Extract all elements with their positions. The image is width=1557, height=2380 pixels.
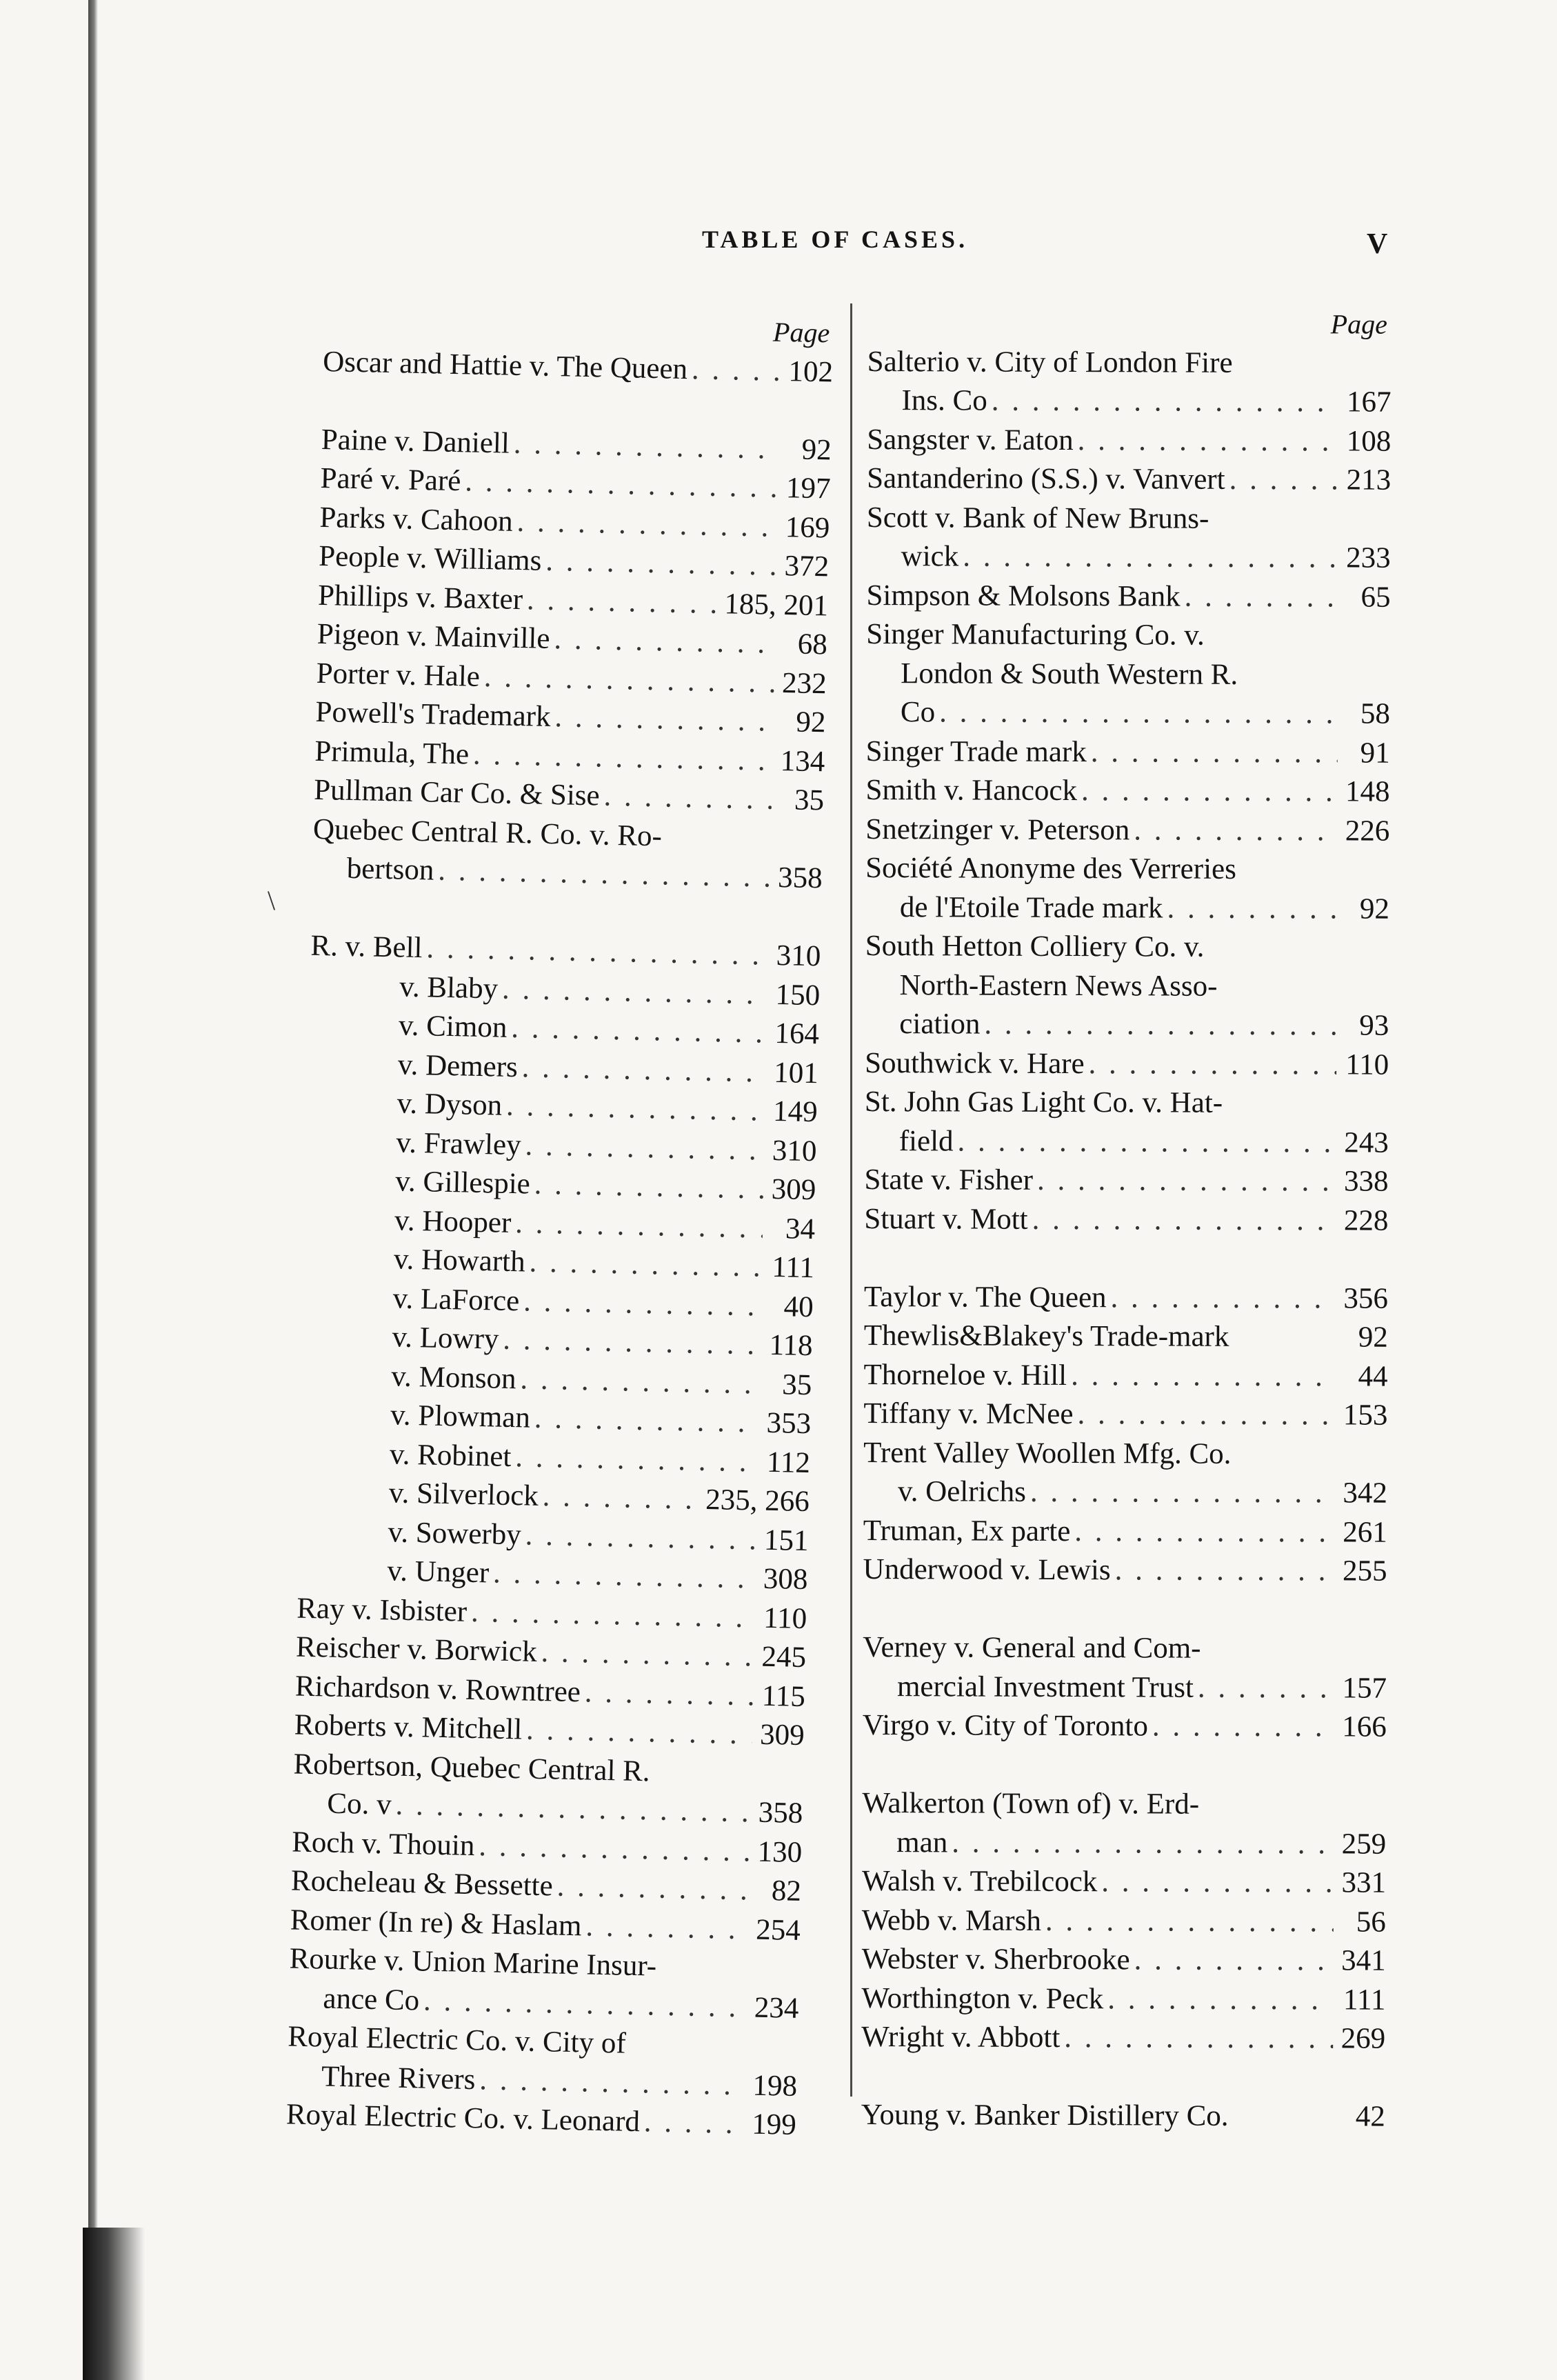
case-entry [862, 1901, 1386, 1941]
case-name: Co. v [326, 1787, 392, 1821]
page-title: TABLE OF CASES. [702, 226, 969, 253]
case-name: Verney v. General and Com- [863, 1630, 1201, 1665]
case-name: Reischer v. Borwick [295, 1630, 538, 1668]
case-name: v. Lowry [392, 1321, 499, 1356]
leader-dots [516, 502, 778, 546]
case-entry [865, 810, 1389, 850]
case-entry [866, 576, 1390, 617]
case-name: v. Cimon [398, 1009, 508, 1044]
case-page-number: 40 [783, 1290, 814, 1323]
leader-dots [545, 542, 777, 586]
case-page-number: 342 [1343, 1477, 1388, 1510]
case-entry [862, 1823, 1386, 1863]
column-divider [850, 303, 852, 2097]
case-name: v. Gillespie [394, 1165, 531, 1201]
case-name: Young v. Banker Distillery Co. [861, 2098, 1229, 2132]
case-entry [863, 1433, 1387, 1474]
case-name: North-Eastern News Asso- [899, 968, 1218, 1003]
leader-dots [523, 1282, 762, 1326]
leader-dots [1071, 1357, 1336, 1397]
case-name: Ins. Co [901, 384, 987, 417]
leader-dots [525, 1126, 765, 1170]
case-page-number: 261 [1343, 1515, 1387, 1549]
case-page-number: 228 [1343, 1203, 1389, 1237]
leader-dots [511, 1009, 767, 1053]
case-name: Walkerton (Town of) v. Erd- [862, 1786, 1200, 1821]
case-name: Smith v. Hancock [865, 773, 1078, 808]
right-column [861, 303, 1392, 2137]
case-name: v. Robinet [389, 1437, 512, 1473]
case-entry [866, 615, 1390, 656]
case-page-number: 243 [1344, 1126, 1389, 1159]
leader-dots [426, 929, 769, 975]
case-entry [862, 1940, 1386, 1981]
case-entry [865, 771, 1389, 812]
case-page-number: 358 [758, 1796, 803, 1830]
case-entry [862, 1784, 1386, 1825]
book-spine-shadow-foot [83, 2228, 145, 2380]
case-name: v. Howarth [393, 1243, 526, 1279]
case-page-number: 308 [763, 1562, 808, 1597]
case-name: v. Frawley [396, 1126, 522, 1161]
case-entry [863, 1394, 1387, 1435]
case-page-number: 269 [1340, 2022, 1386, 2055]
case-name: Paré v. Paré [320, 461, 461, 498]
case-page-number: 130 [757, 1835, 803, 1869]
case-page-number: 151 [763, 1523, 810, 1557]
case-name: Trent Valley Woollen Mfg. Co. [863, 1436, 1232, 1470]
leader-dots [521, 1048, 766, 1092]
case-name: Ray v. Isbister [296, 1592, 468, 1628]
case-name: Richardson v. Rowntree [294, 1670, 581, 1708]
case-name: Worthington v. Peck [861, 1981, 1104, 2015]
case-page-number: 92 [801, 433, 832, 466]
case-name: Sangster v. Eaton [867, 423, 1074, 457]
case-entry [864, 1199, 1388, 1240]
case-name: Robertson, Quebec Central R. [293, 1748, 651, 1788]
leader-dots [479, 1827, 750, 1872]
case-page-number: 213 [1346, 463, 1392, 497]
case-name: Parks v. Cahoon [319, 501, 514, 538]
case-name: St. John Gas Light Co. v. Hat- [864, 1085, 1223, 1119]
case-entry [863, 1550, 1387, 1591]
case-name: Webb v. Marsh [861, 1903, 1041, 1937]
case-name: Rourke v. Union Marine Insur- [289, 1942, 657, 1983]
case-page-number: 58 [1360, 697, 1391, 730]
leader-dots [1045, 1901, 1334, 1941]
case-name: Société Anonyme des Verreries [865, 851, 1236, 886]
leader-dots [465, 462, 778, 508]
case-entry [863, 1472, 1387, 1513]
leader-dots [1198, 1668, 1334, 1708]
case-entry [863, 1355, 1387, 1396]
page-column-label: Page [1330, 308, 1387, 340]
case-page-number: 356 [1343, 1281, 1389, 1315]
section-gap [863, 1589, 1387, 1630]
leader-dots [957, 1122, 1336, 1162]
case-name: People v. Williams [318, 539, 542, 577]
leader-dots [513, 424, 779, 469]
leader-dots [542, 1477, 702, 1519]
case-entry [867, 459, 1391, 500]
case-name: Oscar and Hattie v. The Queen [322, 345, 688, 386]
leader-dots [506, 1087, 766, 1131]
leader-dots [515, 1438, 759, 1482]
leader-dots [1037, 1161, 1336, 1201]
leader-dots [502, 970, 768, 1014]
case-name: wick [901, 540, 959, 573]
case-name: Wright v. Abbott [861, 2020, 1061, 2054]
case-page-number: 115 [761, 1679, 806, 1713]
section-gap [861, 2057, 1385, 2097]
case-page-number: 353 [766, 1406, 812, 1441]
case-page-number: 56 [1356, 1905, 1386, 1939]
case-name: Underwood v. Lewis [863, 1552, 1111, 1587]
case-name: South Hetton Colliery Co. v. [865, 929, 1205, 963]
case-name: bertson [346, 852, 434, 887]
case-name: man [896, 1826, 948, 1859]
case-entry [865, 849, 1389, 890]
leader-dots [1030, 1473, 1335, 1513]
case-entry [867, 498, 1391, 539]
case-page-number: 197 [785, 472, 832, 506]
case-entry [863, 1628, 1387, 1669]
leader-dots [1091, 733, 1338, 773]
case-name: Royal Electric Co. v. City of [287, 2020, 627, 2060]
leader-dots [541, 1633, 754, 1677]
case-page-number: 341 [1341, 1944, 1386, 1977]
case-name: Pigeon v. Mainville [317, 617, 550, 655]
case-name: v. Blaby [399, 970, 499, 1005]
leader-dots [526, 581, 721, 623]
case-page-number: 93 [1359, 1009, 1389, 1042]
case-page-number: 167 [1346, 386, 1392, 419]
case-page-number: 150 [775, 978, 821, 1012]
case-name: v. Dyson [396, 1087, 503, 1122]
case-page-number: 164 [774, 1017, 820, 1051]
case-entry [867, 537, 1391, 578]
case-page-number: 118 [769, 1328, 813, 1363]
case-name: Thewlis&Blakey's Trade-mark [863, 1319, 1229, 1353]
case-name: Roberts v. Mitchell [294, 1708, 523, 1746]
case-entry [863, 1706, 1387, 1747]
case-page-number: 309 [771, 1172, 816, 1207]
case-entry [864, 1317, 1388, 1357]
case-entry [865, 888, 1389, 928]
case-page-number: 68 [797, 628, 828, 661]
leader-dots [1185, 577, 1338, 617]
leader-dots [1074, 1512, 1335, 1552]
case-page-number: 148 [1345, 775, 1390, 808]
case-name: v. Silverlock [388, 1477, 539, 1512]
leader-dots [585, 1907, 748, 1949]
case-name: v. Oelrichs [897, 1475, 1026, 1508]
book-spine-shadow [88, 0, 98, 2380]
case-page-number: 232 [781, 666, 827, 700]
case-name: v. Hooper [394, 1203, 512, 1239]
case-name: Singer Trade mark [865, 734, 1087, 768]
case-entry [867, 420, 1391, 461]
section-gap [864, 1239, 1388, 1279]
leader-dots [643, 2103, 744, 2144]
case-name: R. v. Bell [310, 929, 423, 965]
case-page-number: 111 [772, 1250, 815, 1285]
case-name: Taylor v. The Queen [863, 1280, 1107, 1314]
leader-dots [1101, 1863, 1334, 1903]
case-entry [863, 1667, 1387, 1708]
case-entry [864, 1161, 1388, 1201]
leader-dots [1134, 1941, 1334, 1981]
case-page-number: 92 [795, 706, 826, 739]
case-entry [865, 927, 1389, 968]
leader-dots [554, 698, 774, 741]
leader-dots [534, 1166, 764, 1209]
case-page-number: 101 [773, 1056, 819, 1090]
case-page-number: 110 [1345, 1048, 1389, 1081]
case-name: Powell's Trademark [315, 695, 552, 734]
case-name: Southwick v. Hare [865, 1046, 1085, 1080]
case-page-number: 108 [1346, 424, 1392, 458]
leader-dots [1078, 421, 1339, 461]
case-entry [867, 342, 1392, 383]
case-page-number: 91 [1360, 736, 1390, 770]
case-name: mercial Investment Trust [896, 1670, 1194, 1704]
case-page-number: 259 [1341, 1827, 1387, 1861]
case-name: v. Unger [387, 1554, 490, 1590]
leader-dots [526, 1711, 753, 1754]
case-page-number: 157 [1342, 1671, 1387, 1705]
case-name: v. Plowman [390, 1399, 531, 1434]
leader-dots [529, 1243, 762, 1288]
case-name: ance Co [323, 1982, 420, 2017]
case-name: v. Monson [390, 1359, 517, 1395]
leader-dots [1110, 1279, 1336, 1319]
case-entry [861, 1979, 1385, 2019]
case-page-number: 254 [755, 1913, 801, 1947]
case-entry [865, 1005, 1389, 1046]
case-name: Rocheleau & Bessette [290, 1864, 554, 1903]
case-page-number: 245 [761, 1640, 807, 1674]
case-page-number: 199 [751, 2108, 797, 2141]
case-name: Romer (In re) & Haslam [290, 1903, 583, 1942]
leader-dots [1134, 811, 1337, 851]
section-gap [863, 1745, 1387, 1786]
leader-dots [691, 350, 781, 391]
case-name: Scott v. Bank of New Bruns- [866, 501, 1209, 535]
case-page-number: 34 [785, 1212, 816, 1246]
case-name: Simpson & Molsons Bank [866, 579, 1181, 613]
case-name: Paine v. Daniell [321, 423, 510, 460]
case-name: Stuart v. Mott [864, 1202, 1028, 1236]
leader-dots [1107, 1980, 1333, 2020]
case-name: Tiffany v. McNee [863, 1397, 1074, 1431]
case-name: Walsh v. Trebilcock [861, 1864, 1098, 1899]
case-name: Pullman Car Co. & Sise [313, 773, 601, 812]
page-column-label: Page [772, 316, 830, 349]
case-entry [867, 381, 1391, 422]
case-page-number: 235, 266 [705, 1483, 810, 1519]
case-page-number: 234 [754, 1991, 799, 2025]
case-name: Webster v. Sherbrooke [861, 1942, 1130, 1977]
case-entry [866, 654, 1390, 694]
case-page-number: 185, 201 [724, 587, 829, 622]
case-entry [865, 966, 1389, 1006]
case-name: Porter v. Hale [316, 657, 481, 693]
case-page-number: 112 [766, 1446, 811, 1479]
leader-dots [584, 1673, 753, 1716]
case-page-number: 44 [1358, 1359, 1388, 1393]
leader-dots [493, 1554, 756, 1599]
case-page-number: 92 [1359, 892, 1390, 926]
margin-mark: \ [268, 885, 276, 916]
leader-dots [515, 1204, 763, 1248]
case-entry [863, 1511, 1387, 1552]
leader-dots [483, 657, 774, 702]
case-page-number: 149 [772, 1094, 818, 1129]
leader-dots [1089, 1045, 1337, 1085]
left-column [285, 303, 834, 2145]
case-entry [865, 1121, 1389, 1162]
case-page-number: 372 [784, 550, 830, 583]
leader-dots [525, 1516, 756, 1560]
leader-dots [1077, 1395, 1335, 1435]
page-number: V [1367, 228, 1388, 260]
case-entry [862, 1862, 1386, 1903]
leader-dots [1081, 772, 1338, 812]
case-name: London & South Western R. [901, 657, 1238, 691]
leader-dots [992, 382, 1339, 422]
case-name: Salterio v. City of London Fire [867, 345, 1233, 379]
leader-dots [1152, 1707, 1334, 1746]
case-page-number: 310 [772, 1134, 817, 1168]
case-entry [861, 2018, 1385, 2059]
case-page-number: 35 [781, 1368, 812, 1401]
leader-dots [1115, 1551, 1335, 1591]
leader-dots [963, 537, 1338, 577]
case-page-number: 65 [1360, 581, 1391, 614]
case-name: Royal Electric Co. v. Leonard [285, 2098, 641, 2139]
leader-dots [438, 852, 770, 898]
case-page-number: 198 [752, 2069, 798, 2103]
case-page-number: 309 [759, 1718, 805, 1752]
leader-dots [984, 1006, 1336, 1046]
case-page-number: 331 [1341, 1866, 1387, 1899]
leader-dots [520, 1360, 760, 1404]
case-name: Phillips v. Baxter [317, 579, 523, 616]
case-page-number: 92 [1358, 1321, 1388, 1354]
case-name: v. LaForce [392, 1281, 520, 1317]
case-name: Co [900, 696, 936, 729]
case-name: Virgo v. City of Toronto [862, 1708, 1148, 1743]
leader-dots [603, 777, 772, 820]
case-page-number: 233 [1346, 541, 1391, 574]
case-name: Three Rivers [321, 2059, 476, 2096]
case-page-number: 358 [777, 861, 823, 895]
case-page-number: 134 [780, 744, 825, 778]
case-page-number: 169 [785, 510, 830, 544]
case-entry [865, 1083, 1389, 1123]
case-name: de l'Etoile Trade mark [899, 890, 1163, 925]
leader-dots [534, 1399, 759, 1443]
case-entry [861, 2096, 1385, 2137]
leader-dots [1167, 889, 1337, 928]
leader-dots [556, 1868, 749, 1910]
case-page-number: 153 [1343, 1399, 1388, 1432]
leader-dots [952, 1823, 1334, 1863]
case-page-number: 110 [763, 1601, 807, 1635]
leader-dots [554, 620, 776, 663]
case-page-number: 255 [1343, 1554, 1387, 1588]
case-list-right [861, 342, 1392, 2137]
case-name: field [898, 1124, 954, 1157]
case-name: Quebec Central R. Co. v. Ro- [312, 812, 663, 852]
leader-dots [423, 1981, 747, 2027]
case-entry [864, 1277, 1388, 1318]
leader-dots [1064, 2019, 1333, 2059]
case-entry [866, 732, 1390, 772]
case-page-number: 338 [1343, 1165, 1389, 1198]
case-name: Snetzinger v. Peterson [865, 812, 1130, 846]
case-name: v. Demers [397, 1048, 519, 1083]
leader-dots [471, 1592, 755, 1637]
case-page-number: 111 [1343, 1983, 1386, 2017]
case-name: Thorneloe v. Hill [863, 1358, 1067, 1392]
case-page-number: 82 [771, 1874, 802, 1908]
case-page-number: 102 [788, 354, 834, 388]
leader-dots [472, 735, 772, 781]
case-page-number: 35 [794, 783, 825, 817]
case-name: Truman, Ex parte [863, 1514, 1071, 1548]
case-name: Santanderino (S.S.) v. Vanvert [867, 461, 1225, 496]
case-page-number: 42 [1355, 2100, 1385, 2133]
leader-dots [503, 1321, 761, 1365]
case-entry [866, 693, 1390, 734]
leader-dots [1032, 1200, 1336, 1240]
case-page-number: 166 [1342, 1710, 1387, 1743]
case-entry [865, 1043, 1389, 1084]
leader-dots [1229, 461, 1339, 500]
leader-dots [479, 2061, 745, 2106]
leader-dots [939, 693, 1338, 734]
case-name: ciation [899, 1008, 981, 1041]
case-name: State v. Fisher [864, 1163, 1034, 1197]
case-name: Roch v. Thouin [291, 1826, 475, 1862]
case-name: Primula, The [314, 734, 470, 771]
case-list-left [285, 342, 833, 2145]
case-page-number: 226 [1345, 814, 1390, 848]
case-page-number: 310 [776, 939, 821, 973]
case-name: Singer Manufacturing Co. v. [866, 617, 1205, 652]
case-name: v. Sowerby [388, 1515, 522, 1551]
